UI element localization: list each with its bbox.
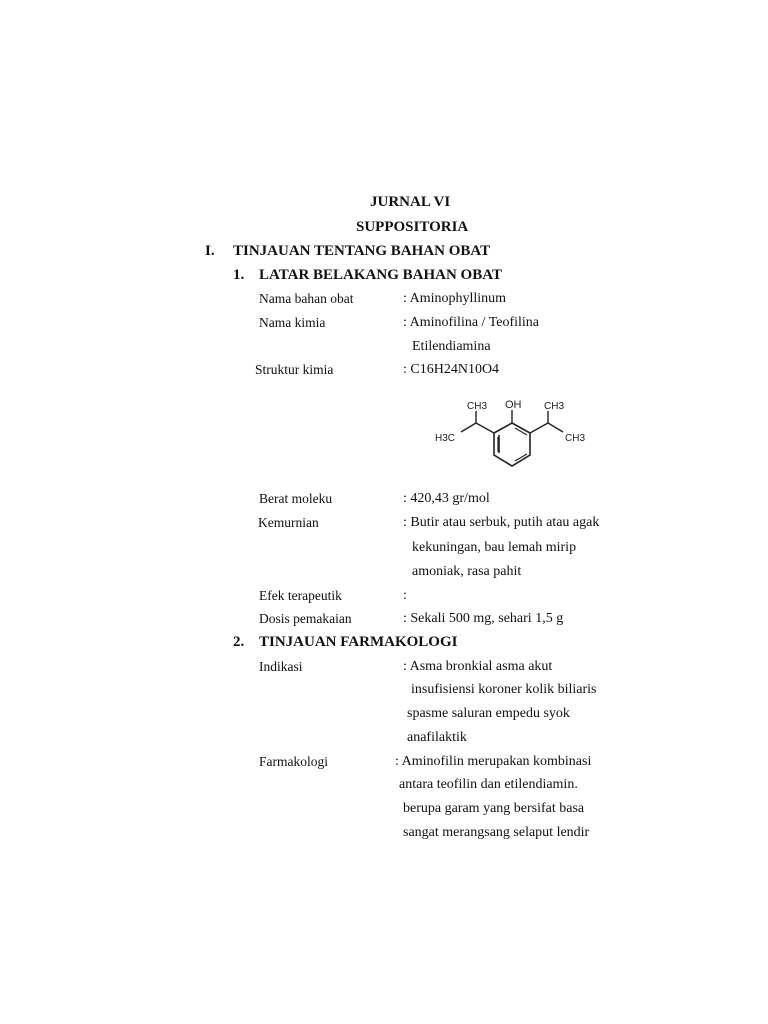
berat-label: Berat moleku xyxy=(259,491,333,506)
dosis-value: : Sekali 500 mg, sehari 1,5 g xyxy=(403,611,564,626)
indikasi-label: Indikasi xyxy=(259,659,303,674)
h3c-label: H3C xyxy=(435,433,456,444)
substituent-bonds xyxy=(461,410,563,433)
indikasi-line: anafilaktik xyxy=(407,730,467,745)
farmakologi-line: antara teofilin dan etilendiamin. xyxy=(399,777,578,792)
nama-bahan-value: : Aminophyllinum xyxy=(403,291,507,306)
subsection-title: LATAR BELAKANG BAHAN OBAT xyxy=(259,267,502,283)
berat-value: : 420,43 gr/mol xyxy=(403,491,490,506)
struktur-value: : C16H24N10O4 xyxy=(403,362,500,377)
indikasi-line: spasme saluran empedu syok xyxy=(407,706,570,721)
indikasi-line: : Asma bronkial asma akut xyxy=(403,659,553,674)
ch3-right-label: CH3 xyxy=(544,401,565,412)
farmakologi-label: Farmakologi xyxy=(259,754,328,769)
nama-kimia-value: : Aminofilina / Teofilina xyxy=(403,315,540,330)
subsection-number: 1. xyxy=(233,267,245,283)
nama-kimia-value-line2: Etilendiamina xyxy=(412,339,491,354)
chemical-structure-diagram xyxy=(425,393,595,473)
kemurnian-value-line3: amoniak, rasa pahit xyxy=(412,564,522,579)
subsection-number: 2. xyxy=(233,634,245,650)
struktur-label: Struktur kimia xyxy=(255,362,334,377)
farmakologi-line: : Aminofilin merupakan kombinasi xyxy=(395,754,592,769)
ch3-left-label: CH3 xyxy=(467,401,488,412)
ch3-far-right-label: CH3 xyxy=(565,433,586,444)
page-subtitle: SUPPOSITORIA xyxy=(356,219,469,235)
kemurnian-value-line2: kekuningan, bau lemah mirip xyxy=(412,540,577,555)
indikasi-line: insufisiensi koroner kolik biliaris xyxy=(411,682,597,697)
page-title: JURNAL VI xyxy=(370,194,451,210)
kemurnian-value: : Butir atau serbuk, putih atau agak xyxy=(403,515,600,530)
farmakologi-line: sangat merangsang selaput lendir xyxy=(403,825,590,840)
subsection-title: TINJAUAN FARMAKOLOGI xyxy=(259,634,458,650)
oh-label: OH xyxy=(505,399,522,411)
efek-value: : xyxy=(403,588,407,603)
farmakologi-line: berupa garam yang bersifat basa xyxy=(403,801,585,816)
kemurnian-label: Kemurnian xyxy=(258,515,319,530)
nama-bahan-label: Nama bahan obat xyxy=(259,291,354,306)
section-title: TINJAUAN TENTANG BAHAN OBAT xyxy=(233,243,491,259)
nama-kimia-label: Nama kimia xyxy=(259,315,326,330)
efek-label: Efek terapeutik xyxy=(259,588,342,603)
benzene-ring xyxy=(494,423,530,466)
inner-bonds xyxy=(498,428,527,461)
dosis-label: Dosis pemakaian xyxy=(259,611,352,626)
section-number: I. xyxy=(205,243,215,259)
